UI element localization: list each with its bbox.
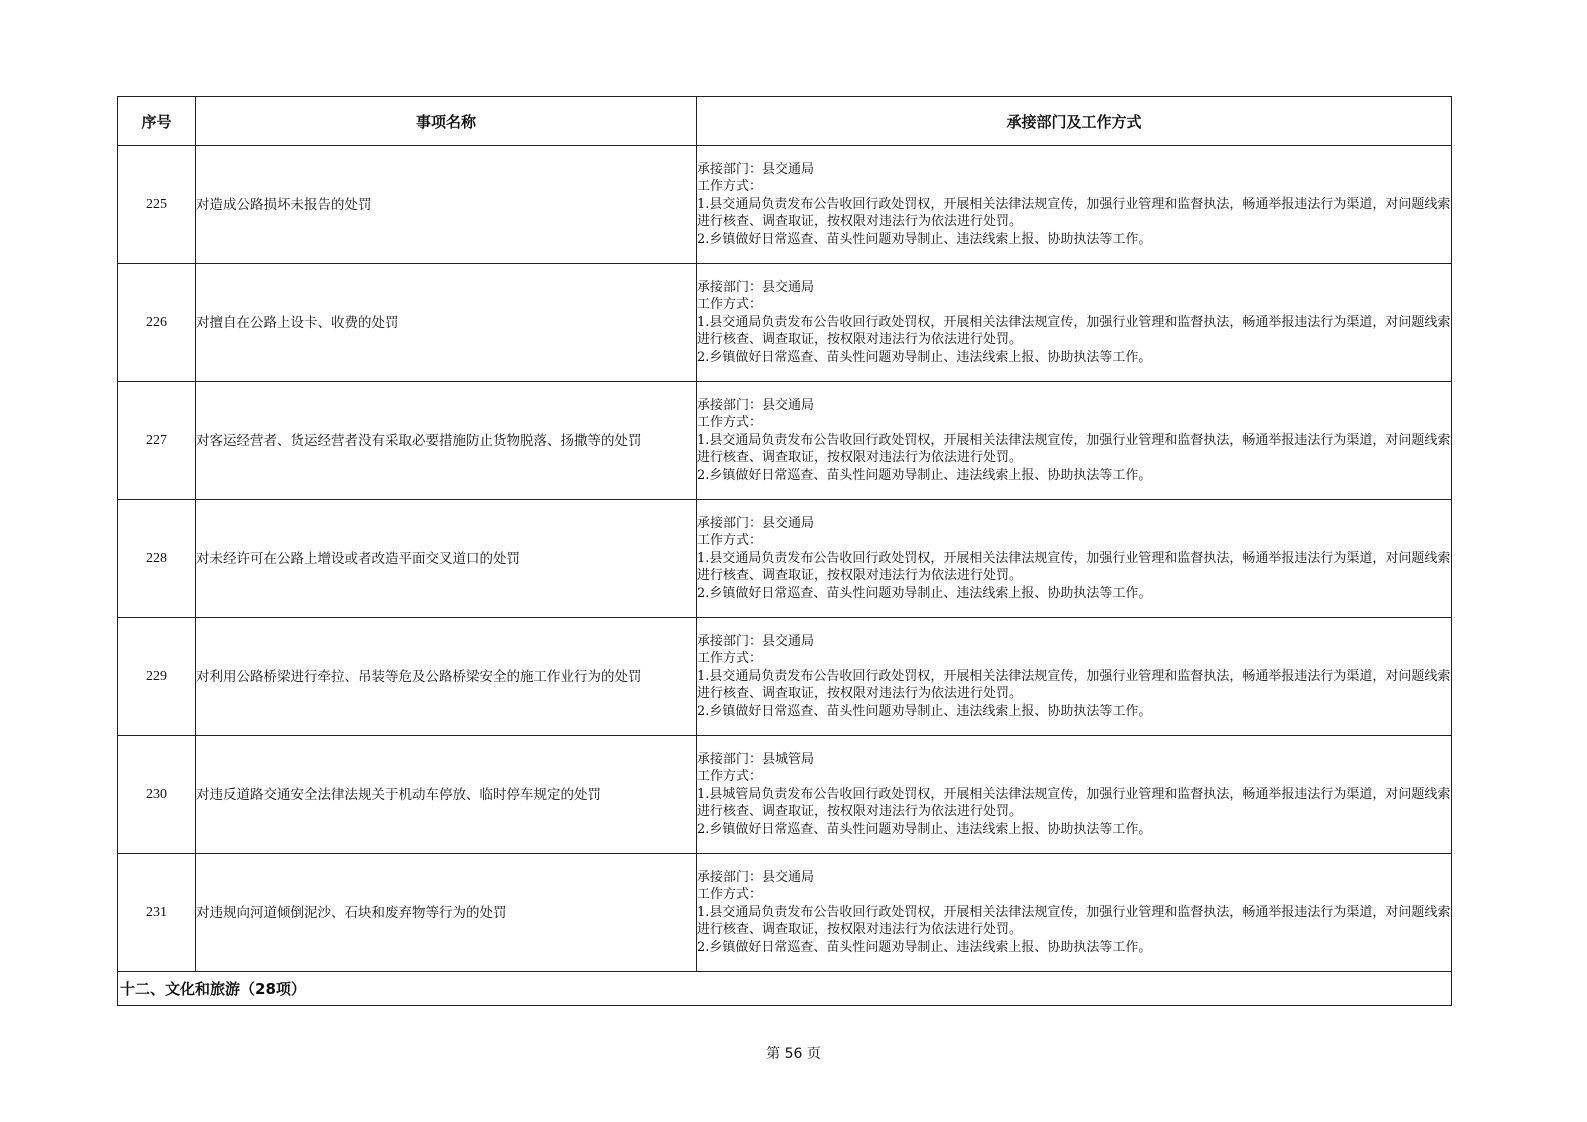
- row-number: 228: [118, 500, 196, 618]
- matter-name: 对擅自在公路上设卡、收费的处罚: [196, 264, 697, 382]
- mode-line: 工作方式：: [697, 179, 763, 195]
- mode-line: 工作方式：: [697, 651, 763, 667]
- page-number: 第 56 页: [766, 1046, 821, 1062]
- step2-line: 2.乡镇做好日常巡查、苗头性问题劝导制止、违法线索上报、协助执法等工作。: [697, 231, 1152, 247]
- mode-line: 工作方式：: [697, 887, 763, 903]
- row-number: 231: [118, 854, 196, 972]
- dept-cell: [697, 854, 1452, 972]
- step1-line: 1.县交通局负责发布公告收回行政处罚权，开展相关法律法规宣传，加强行业管理和监督执法，畅通举报违法行为渠道，对问题线索进行核查、调查取证，按权限对违法行为依法进行处罚。: [697, 904, 1451, 938]
- header-dept: 承接部门及工作方式: [697, 97, 1452, 146]
- step1-line: 1.县交通局负责发布公告收回行政处罚权，开展相关法律法规宣传，加强行业管理和监督执法，畅通举报违法行为渠道，对问题线索进行核查、调查取证，按权限对违法行为依法进行处罚。: [697, 314, 1451, 348]
- step1-line: 1.县交通局负责发布公告收回行政处罚权，开展相关法律法规宣传，加强行业管理和监督执法，畅通举报违法行为渠道，对问题线索进行核查、调查取证，按权限对违法行为依法进行处罚。: [697, 668, 1451, 702]
- dept-cell: [697, 500, 1452, 618]
- dept-line: 承接部门：县交通局: [697, 161, 815, 177]
- header-name: 事项名称: [196, 97, 697, 146]
- row-number: 229: [118, 618, 196, 736]
- mode-line: 工作方式：: [697, 415, 763, 431]
- step1-line: 1.县城管局负责发布公告收回行政处罚权，开展相关法律法规宣传，加强行业管理和监督执法，畅通举报违法行为渠道，对问题线索进行核查、调查取证，按权限对违法行为依法进行处罚。: [697, 786, 1451, 820]
- dept-line: 承接部门：县交通局: [697, 515, 815, 531]
- step1-line: 1.县交通局负责发布公告收回行政处罚权，开展相关法律法规宣传，加强行业管理和监督执法，畅通举报违法行为渠道，对问题线索进行核查、调查取证，按权限对违法行为依法进行处罚。: [697, 432, 1451, 466]
- matter-name: 对违规向河道倾倒泥沙、石块和废弃物等行为的处罚: [196, 854, 697, 972]
- dept-cell: [697, 736, 1452, 854]
- table-row: [118, 854, 1452, 972]
- mode-line: 工作方式：: [697, 533, 763, 549]
- step2-line: 2.乡镇做好日常巡查、苗头性问题劝导制止、违法线索上报、协助执法等工作。: [697, 703, 1152, 719]
- row-number: 225: [118, 146, 196, 264]
- step2-line: 2.乡镇做好日常巡查、苗头性问题劝导制止、违法线索上报、协助执法等工作。: [697, 467, 1152, 483]
- table-row: [118, 618, 1452, 736]
- header-no: 序号: [118, 97, 196, 146]
- row-number: 227: [118, 382, 196, 500]
- table-row: [118, 382, 1452, 500]
- section-row: [118, 972, 1452, 1006]
- matter-name: 对未经许可在公路上增设或者改造平面交叉道口的处罚: [196, 500, 697, 618]
- matter-name: 对违反道路交通安全法律法规关于机动车停放、临时停车规定的处罚: [196, 736, 697, 854]
- mode-line: 工作方式：: [697, 297, 763, 313]
- matter-name: 对利用公路桥梁进行牵拉、吊装等危及公路桥梁安全的施工作业行为的处罚: [196, 618, 697, 736]
- dept-line: 承接部门：县城管局: [697, 751, 815, 767]
- dept-line: 承接部门：县交通局: [697, 397, 815, 413]
- header-row: [118, 97, 1452, 146]
- step2-line: 2.乡镇做好日常巡查、苗头性问题劝导制止、违法线索上报、协助执法等工作。: [697, 939, 1152, 955]
- mode-line: 工作方式：: [697, 769, 763, 785]
- table-row: [118, 146, 1452, 264]
- table-row: [118, 264, 1452, 382]
- row-number: 230: [118, 736, 196, 854]
- dept-line: 承接部门：县交通局: [697, 633, 815, 649]
- matter-name: 对客运经营者、货运经营者没有采取必要措施防止货物脱落、扬撒等的处罚: [196, 382, 697, 500]
- dept-cell: [697, 382, 1452, 500]
- table-row: [118, 736, 1452, 854]
- step2-line: 2.乡镇做好日常巡查、苗头性问题劝导制止、违法线索上报、协助执法等工作。: [697, 821, 1152, 837]
- step1-line: 1.县交通局负责发布公告收回行政处罚权，开展相关法律法规宣传，加强行业管理和监督执法，畅通举报违法行为渠道，对问题线索进行核查、调查取证，按权限对违法行为依法进行处罚。: [697, 550, 1451, 584]
- dept-line: 承接部门：县交通局: [697, 279, 815, 295]
- matters-table: [117, 96, 1452, 1006]
- section-title: 十二、文化和旅游（28项）: [118, 972, 1452, 1006]
- step2-line: 2.乡镇做好日常巡查、苗头性问题劝导制止、违法线索上报、协助执法等工作。: [697, 349, 1152, 365]
- row-number: 226: [118, 264, 196, 382]
- step2-line: 2.乡镇做好日常巡查、苗头性问题劝导制止、违法线索上报、协助执法等工作。: [697, 585, 1152, 601]
- dept-cell: [697, 264, 1452, 382]
- dept-cell: [697, 618, 1452, 736]
- dept-cell: [697, 146, 1452, 264]
- dept-line: 承接部门：县交通局: [697, 869, 815, 885]
- step1-line: 1.县交通局负责发布公告收回行政处罚权，开展相关法律法规宣传，加强行业管理和监督执法，畅通举报违法行为渠道，对问题线索进行核查、调查取证，按权限对违法行为依法进行处罚。: [697, 196, 1451, 230]
- table-row: [118, 500, 1452, 618]
- matter-name: 对造成公路损坏未报告的处罚: [196, 146, 697, 264]
